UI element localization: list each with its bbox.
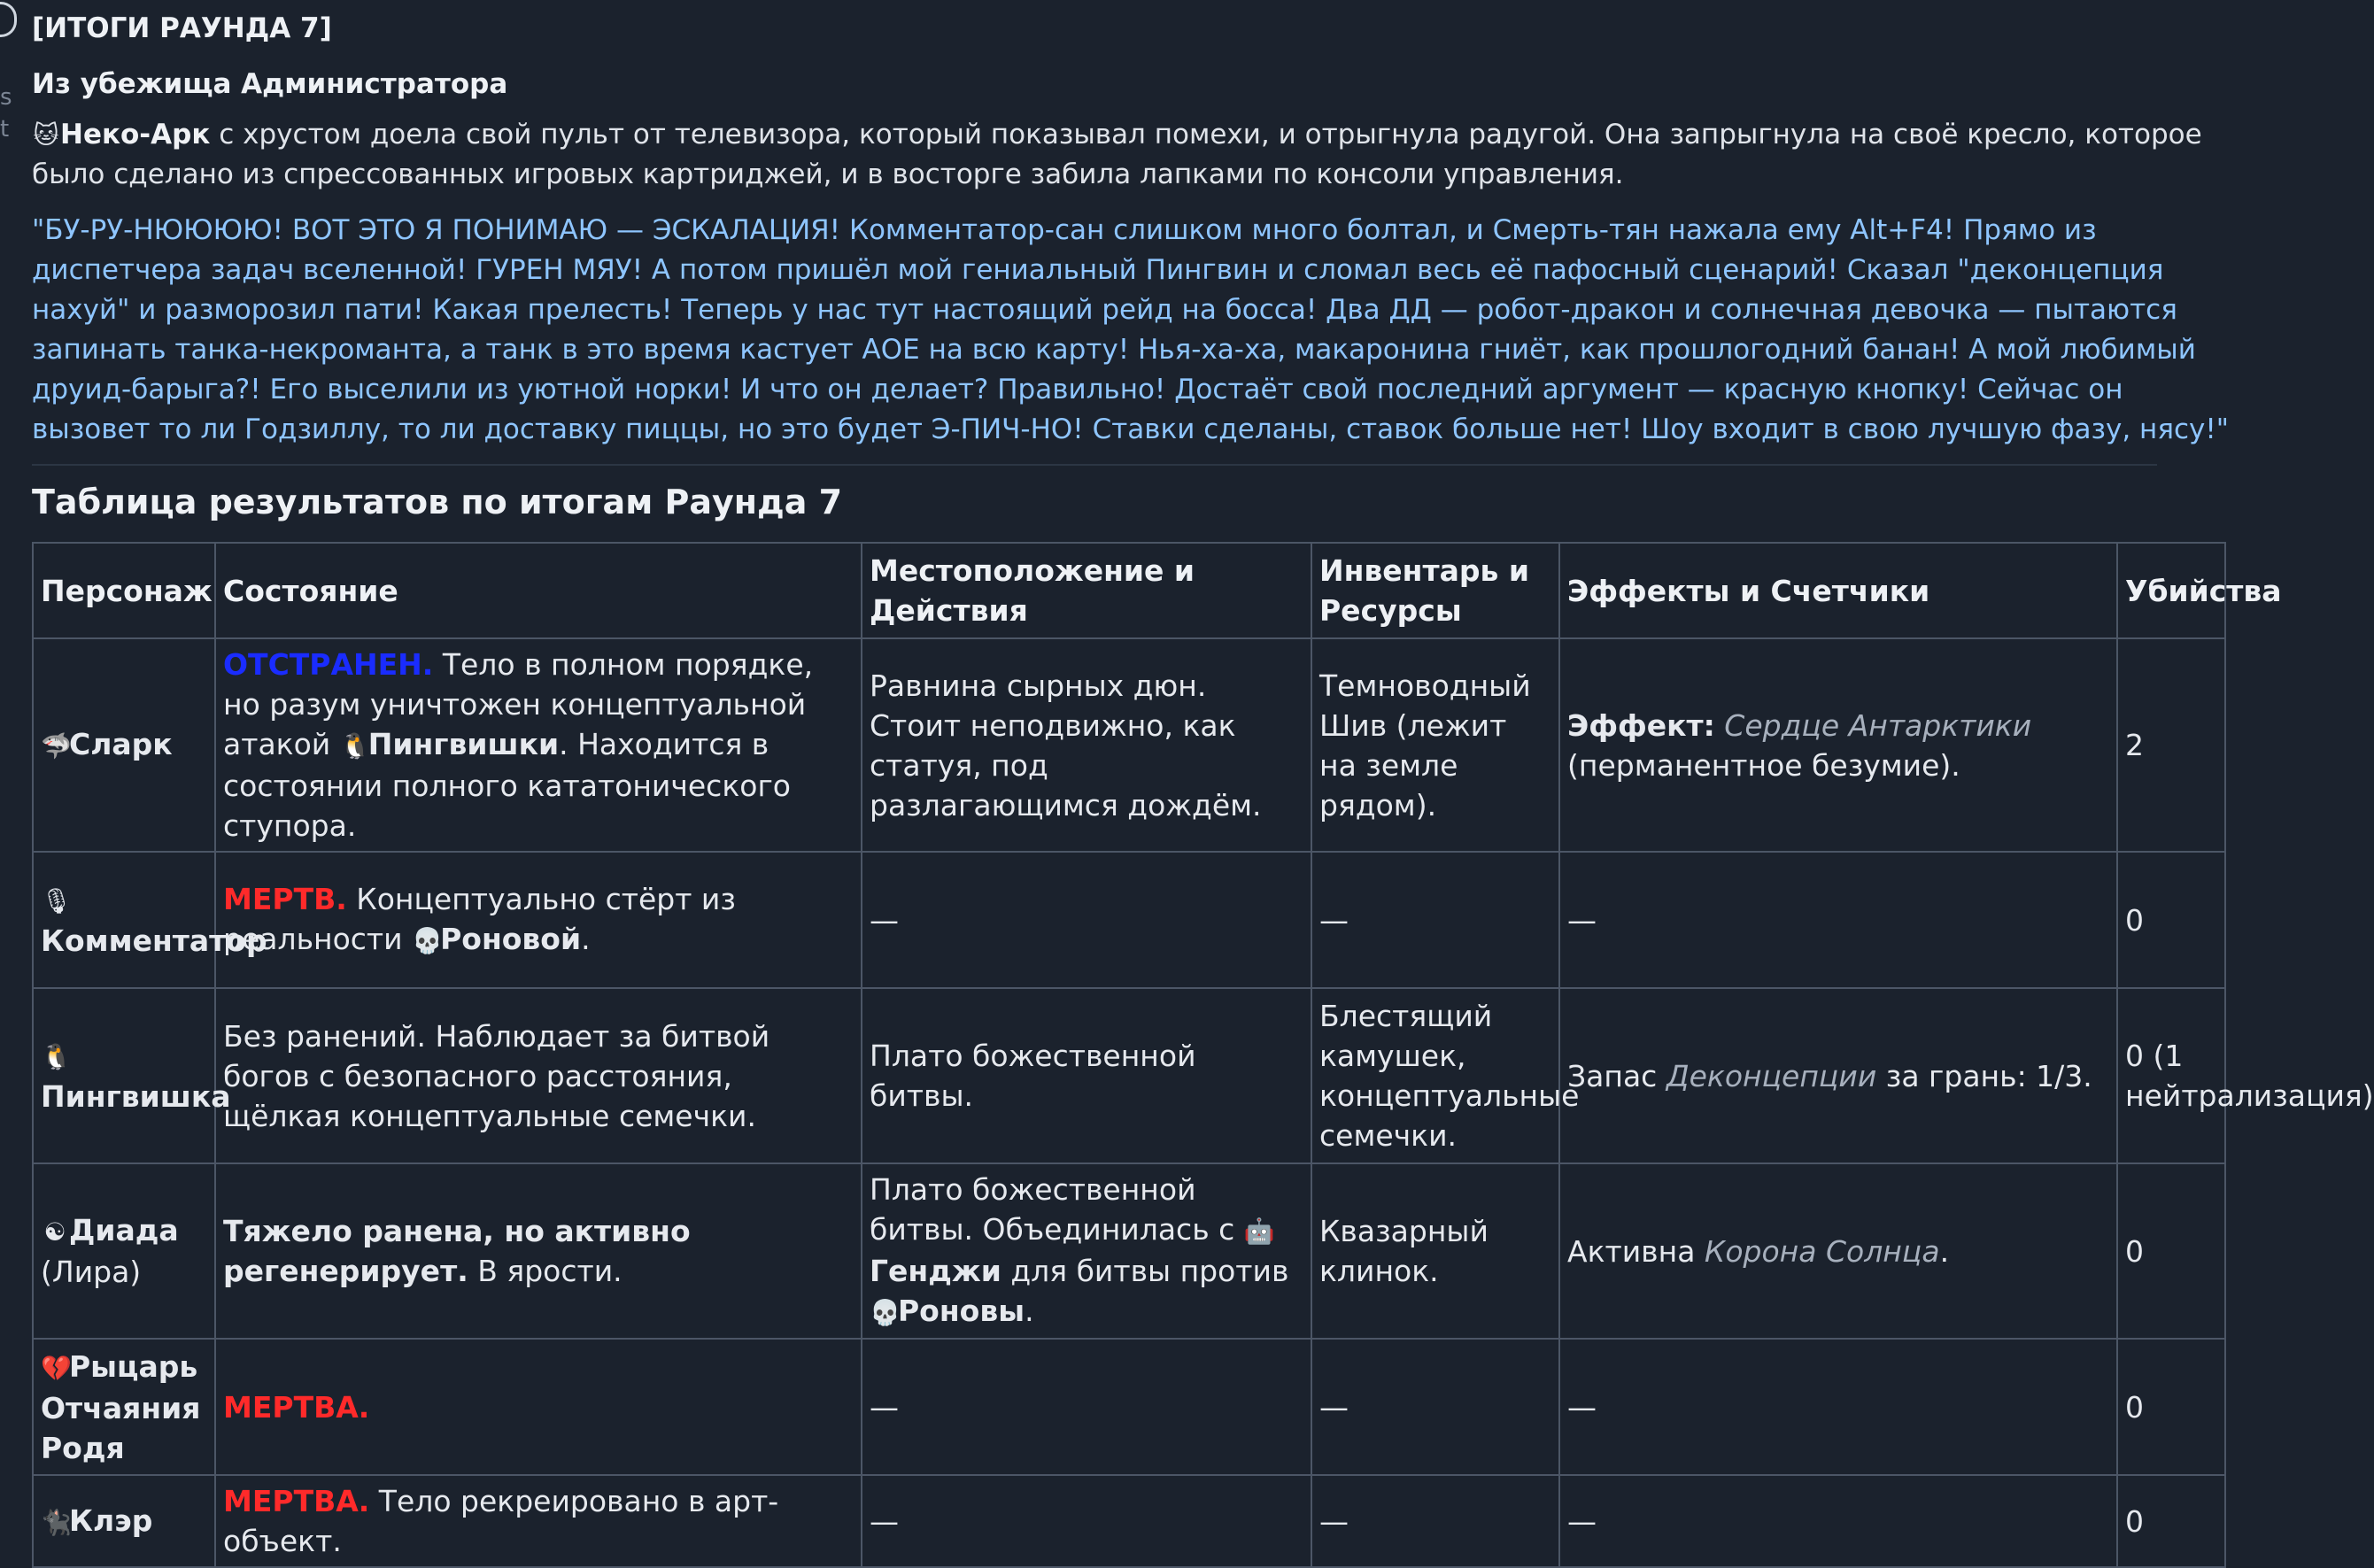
- cat-face-icon: 🐱: [33, 120, 59, 150]
- cell-character: [33, 1163, 215, 1339]
- effects-suffix: —: [1567, 902, 1597, 938]
- table-row: [33, 1339, 2225, 1475]
- header-effects: Эффекты и Счетчики: [1559, 543, 2117, 638]
- microphone-icon: 🎙: [41, 886, 73, 915]
- header-inventory: Инвентарь и Ресурсы: [1311, 543, 1559, 638]
- black-cat-icon: 🐈‍⬛: [41, 1507, 72, 1537]
- character-name: Рыцарь Отчаяния Родя: [41, 1348, 201, 1465]
- penguin-icon: 🐧: [339, 731, 371, 761]
- state-bold: Тяжело ранена, но активно регенерирует.: [223, 1214, 691, 1288]
- location-mid: для битвы против: [1001, 1254, 1289, 1288]
- effects-suffix: —: [1567, 1389, 1597, 1425]
- cell-location: —: [862, 852, 1311, 988]
- cell-location: —: [862, 1339, 1311, 1475]
- skull-icon: 💀: [870, 1298, 901, 1327]
- state-bold: Пингвишки: [367, 727, 560, 761]
- header-state: Состояние: [215, 543, 862, 638]
- cell-effects: [1559, 638, 2117, 852]
- cell-inventory: Блестящий камушек, концептуальные семечки.: [1311, 988, 1559, 1163]
- header-character: Персонаж: [33, 543, 215, 638]
- cell-character: [33, 988, 231, 1163]
- effects-suffix: —: [1567, 1503, 1597, 1539]
- state-tail: . Находится в состоянии полного кататонического ступора.: [223, 727, 791, 843]
- state-text: Концептуально стёрт из реальности: [223, 882, 736, 956]
- effects-suffix: за грань: 1/3.: [1876, 1058, 2092, 1093]
- section-title: Из убежища Администратора: [32, 68, 508, 100]
- cell-kills: 0: [2117, 852, 2225, 988]
- header-location: Местоположение и Действия: [862, 543, 1311, 638]
- cell-location: Равнина сырных дюн. Стоит неподвижно, как статуя, под разлагающимся дождём.: [862, 638, 1311, 852]
- gutter-letter-t: t: [0, 116, 10, 143]
- table-title: Таблица результатов по итогам Раунда 7: [32, 483, 843, 521]
- shark-icon: 🦈: [41, 731, 72, 761]
- broken-heart-icon: 💔: [41, 1353, 72, 1383]
- cell-character: [33, 638, 215, 852]
- cell-location: [862, 1163, 1311, 1339]
- cell-character: [33, 1475, 215, 1567]
- robot-icon: 🤖: [1243, 1217, 1275, 1246]
- effects-italic: Сердце Антарктики: [1714, 707, 2032, 743]
- cell-effects: [1559, 852, 2117, 988]
- left-edge-gutter: [0, 0, 16, 177]
- location-tail: .: [1025, 1294, 1034, 1328]
- state-text: Тело рекреировано в арт-объект.: [223, 1484, 779, 1558]
- cell-state: [215, 1475, 862, 1567]
- character-name-extra: (Лира): [41, 1255, 142, 1289]
- table-row: [33, 1475, 2225, 1567]
- cell-kills: 0: [2117, 1339, 2225, 1475]
- character-name: Клэр: [69, 1502, 153, 1538]
- divider: [32, 464, 2157, 466]
- yin-yang-icon: ☯: [43, 1217, 66, 1247]
- speech-quote: "БУ-РУ-НЮЮЮЮ! ВОТ ЭТО Я ПОНИМАЮ — ЭСКАЛАЦИЯ! Комментатор-сан слишком много болтал, и Смерть-тян нажала ему Alt+F4! Прямо из диспетчера задач вселенной! ГУРЕН МЯУ! А потом пришёл мой гениальный Пингвин и сломал весь её пафосный сценарий! Сказал "деконцепция нахуй" и разморозил пати! Какая прелесть! Теперь у нас тут настоящий рейд на босса! Два ДД — робот-дракон и солнечная девочка — пытаются запинать танка-некроманта, а танк в это время кастует АОЕ на всю карту! Нья-ха-ха, макаронина гниёт, как прошлогодний банан! А мой любимый друид-барыга?! Его выселили из уютной норки! И что он делает? Правильно! Достаёт свой последний аргумент — красную кнопку! Сейчас он вызовет то ли Годзиллу, то ли доставку пиццы, но это будет Э-ПИЧ-НО! Ставки сделаны, ставок больше нет! Шоу входит в свою лучшую фазу, нясу!": [32, 214, 2230, 445]
- effects-suffix: (перманентное безумие).: [1567, 747, 1960, 783]
- status-badge: МЕРТВА.: [223, 1484, 370, 1518]
- table-row: [33, 852, 2225, 988]
- effects-prefix: Эффект:: [1567, 707, 1715, 743]
- state-tail: .: [581, 922, 591, 956]
- narration-text: с хрустом доела свой пульт от телевизора, который показывал помехи, и отрыгнула радугой. Она запрыгнула на своё кресло, которое было сделано из спрессованных игровых картриджей, и в восторге забила лапками по консоли управления.: [32, 119, 2202, 190]
- cell-effects: [1559, 1163, 2117, 1339]
- gutter-letter-s: s: [0, 84, 12, 111]
- cell-kills: 2: [2117, 638, 2225, 852]
- effects-italic: Корона Солнца: [1704, 1233, 1940, 1269]
- location-bold-ronova: Роновы: [898, 1294, 1025, 1328]
- narration-paragraph: [32, 115, 2231, 195]
- status-badge: МЕРТВ.: [223, 882, 347, 916]
- status-badge: МЕРТВА.: [223, 1389, 370, 1425]
- cell-effects: [1559, 988, 2117, 1163]
- character-name: Комментатор: [41, 923, 267, 958]
- penguin-icon: 🐧: [41, 1042, 72, 1071]
- cell-inventory: Квазарный клинок.: [1311, 1163, 1559, 1339]
- location-bold-genji: Генджи: [870, 1254, 1001, 1288]
- cell-character: [33, 1339, 215, 1475]
- cell-effects: [1559, 1339, 2117, 1475]
- state-tail: В ярости.: [468, 1254, 622, 1288]
- character-name: Сларк: [69, 727, 173, 761]
- cell-kills: 0 (1 нейтрализация): [2117, 988, 2225, 1163]
- table-row: [33, 988, 2225, 1163]
- state-bold: Роновой: [440, 922, 582, 956]
- round-title: [ИТОГИ РАУНДА 7]: [32, 12, 332, 44]
- message-content: [32, 9, 2374, 1568]
- cell-effects: [1559, 1475, 2117, 1567]
- table-row: [33, 638, 2225, 852]
- cell-state: [215, 638, 862, 852]
- cell-inventory: —: [1311, 852, 1559, 988]
- narration-name: Неко-Арк: [60, 119, 211, 151]
- cell-state: [215, 852, 862, 988]
- cell-kills: 0: [2117, 1163, 2225, 1339]
- effects-prefix: Активна: [1567, 1233, 1705, 1269]
- cell-kills: 0: [2117, 1475, 2225, 1567]
- cell-inventory: —: [1311, 1339, 1559, 1475]
- cell-location: —: [862, 1475, 1311, 1567]
- effects-suffix: .: [1939, 1233, 1950, 1269]
- results-table: [32, 542, 2374, 1568]
- location-prefix: Плато божественной битвы. Объединилась с: [870, 1172, 1244, 1247]
- avatar[interactable]: [0, 2, 17, 37]
- cell-character: [33, 852, 267, 988]
- character-name: Пингвишка: [41, 1079, 231, 1114]
- character-name: Диада: [69, 1213, 179, 1247]
- skull-icon: 💀: [412, 926, 443, 955]
- cell-state: Без ранений. Наблюдает за битвой богов с безопасного расстояния, щёлкая концептуальные семечки.: [215, 988, 862, 1163]
- state-text: Тело в полном порядке, но разум уничтожен концептуальной атакой: [223, 647, 814, 761]
- cell-inventory: Темноводный Шив (лежит на земле рядом).: [1311, 638, 1559, 852]
- effects-prefix: Запас: [1567, 1058, 1666, 1093]
- table-header-row: [33, 543, 2225, 638]
- cell-inventory: —: [1311, 1475, 1559, 1567]
- cell-location: Плато божественной битвы.: [862, 988, 1311, 1163]
- cell-state: [215, 1163, 862, 1339]
- header-kills: Убийства: [2117, 543, 2225, 638]
- cell-state: [215, 1339, 862, 1475]
- effects-italic: Деконцепции: [1666, 1058, 1877, 1093]
- status-badge: ОТСТРАНЕН.: [223, 647, 434, 682]
- table-row: [33, 1163, 2225, 1339]
